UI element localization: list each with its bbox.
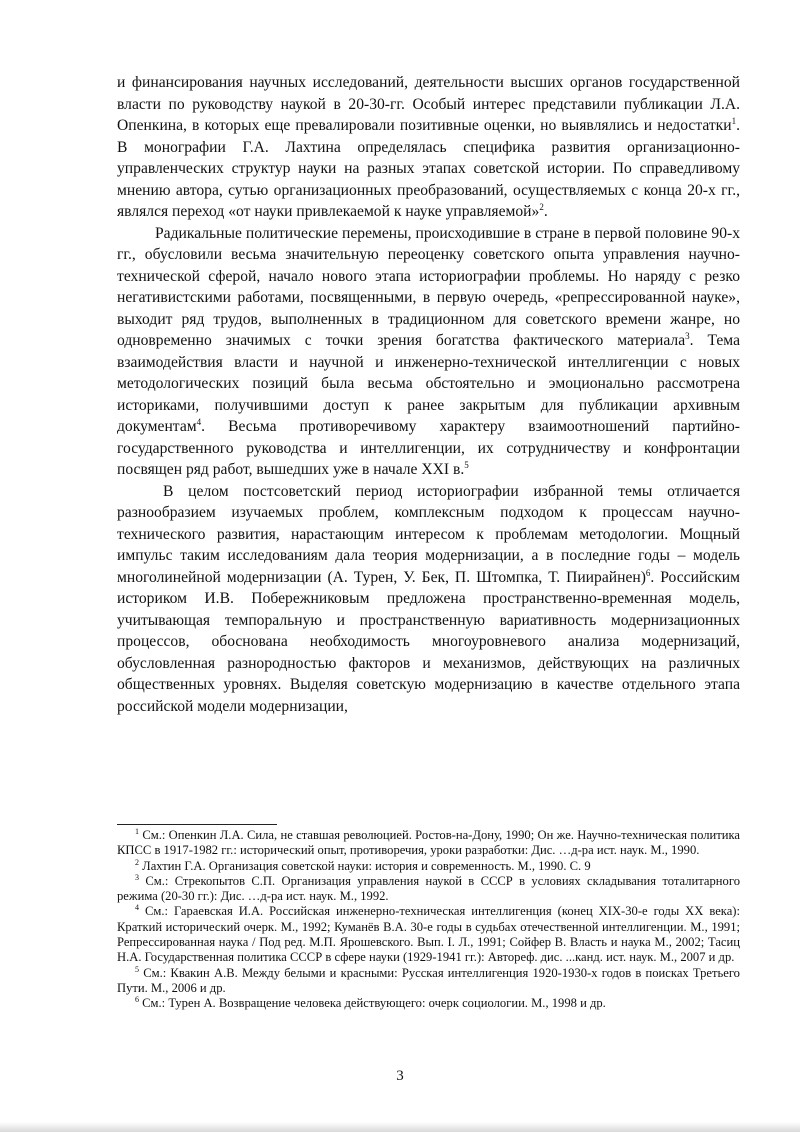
paragraph-3-text-a: В целом постсоветский период историографии избранной темы отличается разнообразием изучаемых проблем, комплексным подходом к процессам научно-технического развития, нарастающим интересом к проблемам методологии. Мощный импульс таким исследованиям дала теория модернизации, а в последние годы – модель многолинейной модернизации (А. Турен, У. Бек, П. Штомпка, Т. Пиирайнен) bbox=[117, 482, 740, 586]
paragraph-1-text-c: . bbox=[543, 203, 548, 220]
paragraph-2-text-c: . Весьма противоречивому характеру взаимоотношений партийно-государственного руководства и интеллигенции, их сотрудничеству и конфронтации посвящен ряд работ, вышедших уже в начале XXI в. bbox=[117, 418, 740, 478]
footnote-ref-2: 2 bbox=[539, 201, 544, 212]
page-number: 3 bbox=[396, 1068, 404, 1084]
footnote-2 bbox=[117, 859, 740, 874]
footnote-5 bbox=[117, 966, 740, 997]
footnote-ref-1: 1 bbox=[731, 115, 737, 126]
footnote-separator bbox=[117, 824, 277, 825]
scan-edge-shadow bbox=[0, 1122, 800, 1132]
footnote-text: Лахтин Г.А. Организация советской науки: история и современность. М., 1990. С. 9 bbox=[142, 858, 591, 873]
paragraph-1-text-b: . В монографии Г.А. Лахтина определялась специфика развития организационно-управленческих структур науки на разных этапах советской истории. По справедливому мнению автора, сутью организационных преобразований, осуществляемых с конца 20-х гг., являлся переход «от науки привлекаемой к науке управляемой» bbox=[117, 117, 740, 220]
footnote-6 bbox=[117, 996, 740, 1011]
footnote-number: 1 bbox=[135, 826, 139, 836]
main-text bbox=[117, 72, 740, 717]
footnote-4 bbox=[117, 904, 740, 965]
footnote-number: 3 bbox=[135, 872, 139, 882]
footnote-3 bbox=[117, 874, 740, 905]
footnote-text: См.: Стрекопытов С.П. Организация управления наукой в СССР в условиях складывания тоталитарного режима (20-30 гг.): Дис. …д-ра ист. наук. М., 1992. bbox=[117, 873, 740, 904]
footnote-text: См.: Квакин А.В. Между белыми и красными: Русская интеллигенция 1920-1930-х годов в поисках Третьего Пути. М., 2006 и др. bbox=[117, 965, 740, 995]
footnote-ref-3: 3 bbox=[685, 330, 690, 341]
footnote-number: 6 bbox=[135, 995, 139, 1005]
paragraph-2 bbox=[117, 223, 740, 481]
footnotes bbox=[117, 828, 740, 1012]
paragraph-1-text-a: и финансирования научных исследований, деятельности высших органов государственной власти по руководству наукой в 20-30-гг. Особый интерес представили публикации Л.А. Опенкина, в которых еще превалировали позитивные оценки, но выявлялись и недостатки bbox=[117, 74, 740, 134]
footnote-ref-4: 4 bbox=[196, 416, 202, 427]
footnote-text: См.: Турен А. Возвращение человека действующего: очерк социологии. М., 1998 и др. bbox=[142, 996, 606, 1011]
paragraph-3-text-b: . Российским историком И.В. Побережниковым предложена пространственно-временная модель, учитывающая темпоральную и пространственную вариативность модернизационных процессов, обоснована необходимость многоуровневого анализа модернизаций, обусловленная разнородностью факторов и механизмов, действующих на различных общественных уровнях. Выделяя советскую модернизацию в качестве отдельного этапа российской модели модернизации, bbox=[117, 568, 740, 715]
footnote-ref-5: 5 bbox=[464, 459, 469, 470]
footnote-number: 4 bbox=[135, 903, 139, 913]
footnote-number: 2 bbox=[135, 857, 139, 867]
paragraph-2-text-a: Радикальные политические перемены, происходившие в стране в первой половине 90-х гг., обусловили весьма значительную переоценку советского опыта управления научно-технической сферой, начало нового этапа историографии проблемы. Но наряду с резко негативистскими работами, посвященными, в первую очередь, «репрессированной науке», выходит ряд трудов, выполненных в традиционном для советского времени жанре, но одновременно значимых с точки зрения богатства фактического материала bbox=[117, 224, 740, 349]
paragraph-1 bbox=[117, 72, 740, 223]
footnote-ref-6: 6 bbox=[645, 567, 651, 578]
footnote-number: 5 bbox=[135, 964, 139, 974]
paragraph-3 bbox=[117, 481, 740, 718]
paragraph-2-text-b: . Тема взаимодействия власти и научной и инженерно-технической интеллигенции с новых методологических позиций была весьма обстоятельно и эмоционально рассмотрена историками, получившими доступ к ранее закрытым для публикации архивным документам bbox=[117, 332, 740, 435]
footnote-1 bbox=[117, 828, 740, 859]
footnote-text: См.: Гараевская И.А. Российская инженерно-техническая интеллигенция (конец XIX-30-е годы XX века): Краткий исторический очерк. М., 1992; Куманёв В.А. 30-е годы в судьбах отечественной интеллигенции. М., 1991; Репрессированная наука / Под ред. М.П. Ярошевского. Вып. I. Л., 1991; Сойфер В. Власть и наука М., 2002; Тасиц Н.А. Государственная политика СССР в сфере науки (1929-1941 гг.): Автореф. дис. ...канд. ист. наук. М., 2007 и др. bbox=[117, 904, 740, 965]
footnote-text: См.: Опенкин Л.А. Сила, не ставшая революцией. Ростов-на-Дону, 1990; Он же. Научно-техническая политика КПСС в 1917-1982 гг.: исторический опыт, противоречия, уроки разработки: Дис. …д-ра ист. наук. М., 1990. bbox=[117, 828, 740, 858]
